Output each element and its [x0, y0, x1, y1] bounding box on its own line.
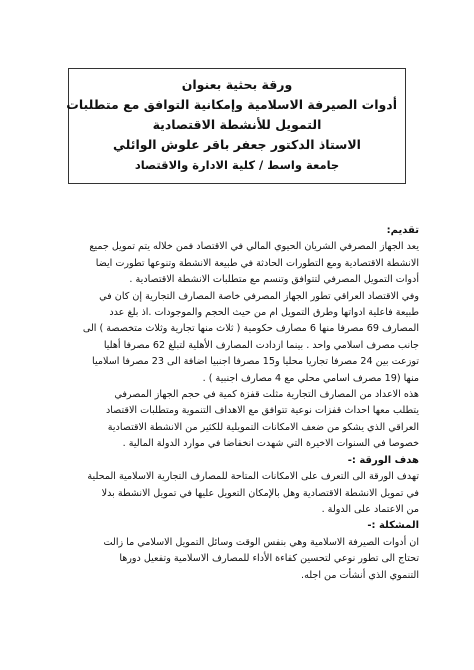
text-line: هذه الاعداد من المصارف التجارية مثلت قفزة كمية في حجم الجهاز المصرفي: [114, 389, 419, 401]
document-body: [55, 223, 419, 584]
title-box: [68, 68, 406, 184]
text-line: وفي الاقتصاد العراقي تطور الجهاز المصرفي خاصة المصارف التجارية إن كان في: [99, 290, 419, 302]
paper-title-line-2: التمويل للأنشطة الاقتصادية: [152, 117, 322, 132]
text-line: يتطلب معها احداث قفزات نوعية تتوافق مع الاهداف التنموية ومتطلبات الاقتصاد: [105, 405, 419, 417]
text-line: التنموي الذي أنشأت من اجله.: [301, 569, 419, 581]
intro-paragraph-3: [55, 387, 419, 453]
problem-paragraph: [55, 535, 419, 584]
text-line: توزعت بين 24 مصرفا تجاريا محليا و15 مصرفا اجنبيا اضافة الى 23 مصرفا اسلاميا: [92, 356, 419, 368]
goal-heading: هدف الورقة :-: [347, 454, 419, 466]
problem-heading: المشكلة :-: [367, 520, 419, 532]
text-line: ان أدوات الصيرفة الاسلامية وهي بنفس الوقت وسائل التمويل الاسلامي ما زالت: [103, 536, 419, 548]
author-affiliation: جامعة واسط / كلية الادارة والاقتصاد: [134, 158, 340, 172]
text-line: في تمويل الانشطة الاقتصادية وهل بالإمكان التعويل عليها في تمويل الانشطة بدلا: [101, 487, 419, 499]
text-line: تهدف الورقة الى التعرف على الامكانات المتاحة للمصارف التجارية الاسلامية المحلية: [87, 471, 419, 483]
author-name: الاستاذ الدكتور جعفر باقر علوش الوائلي: [113, 137, 361, 152]
text-line: خصوصا في السنوات الاخيرة التي شهدت انخفاضا في موارد الدولة المالية .: [122, 438, 419, 450]
text-line: تحتاج الى تطور نوعي لتحسين كفاءة الأداء للمصارف الاسلامية وتفعيل دورها: [119, 553, 419, 565]
text-line: الانشطة الاقتصادية ومع التطورات الحادثة في طبيعة الانشطة وتنوعها تطورت ايضا: [95, 257, 419, 269]
text-line: طبيعة فاعلية ادواتها وطرق التمويل ام من حيث الحجم والموجودات .اذ بلغ عدد: [109, 307, 419, 319]
text-line: أدوات التمويل المصرفي لتتوافق وتنسم مع متطلبات الانشطة الاقتصادية .: [129, 274, 419, 286]
goal-paragraph: [55, 469, 419, 518]
text-line: العراقي الذي يشكو من ضعف الامكانات التمويلية للكثير من الانشطة الاقتصادية: [107, 421, 419, 433]
text-line: من الاعتماد على الدولة .: [321, 503, 419, 515]
text-line: المصارف 69 مصرفا منها 6 مصارف حكومية ( ثلاث منها تجارية وثلاث متخصصة ) الى: [82, 323, 419, 335]
intro-paragraph-2: [55, 289, 419, 387]
intro-paragraph-1: [55, 239, 419, 288]
text-line: جانب مصرف اسلامي واحد . بينما ازدادت المصارف الأهلية لتبلغ 62 مصرفا أهليا: [103, 339, 419, 351]
text-line: يعد الجهاز المصرفي الشريان الحيوي المالي في الاقتصاد فمن خلاله يتم تمويل جميع: [89, 241, 419, 253]
intro-heading: تقديم:: [386, 225, 419, 236]
paper-type-label: ورقة بحثية بعنوان: [181, 77, 293, 92]
paper-title-line-1: أدوات الصيرفة الاسلامية وإمكانية التوافق مع متطلبات: [66, 97, 397, 112]
text-line: منها (19 مصرف اسامي محلي مع 4 مصارف اجنبية ) .: [202, 372, 419, 384]
